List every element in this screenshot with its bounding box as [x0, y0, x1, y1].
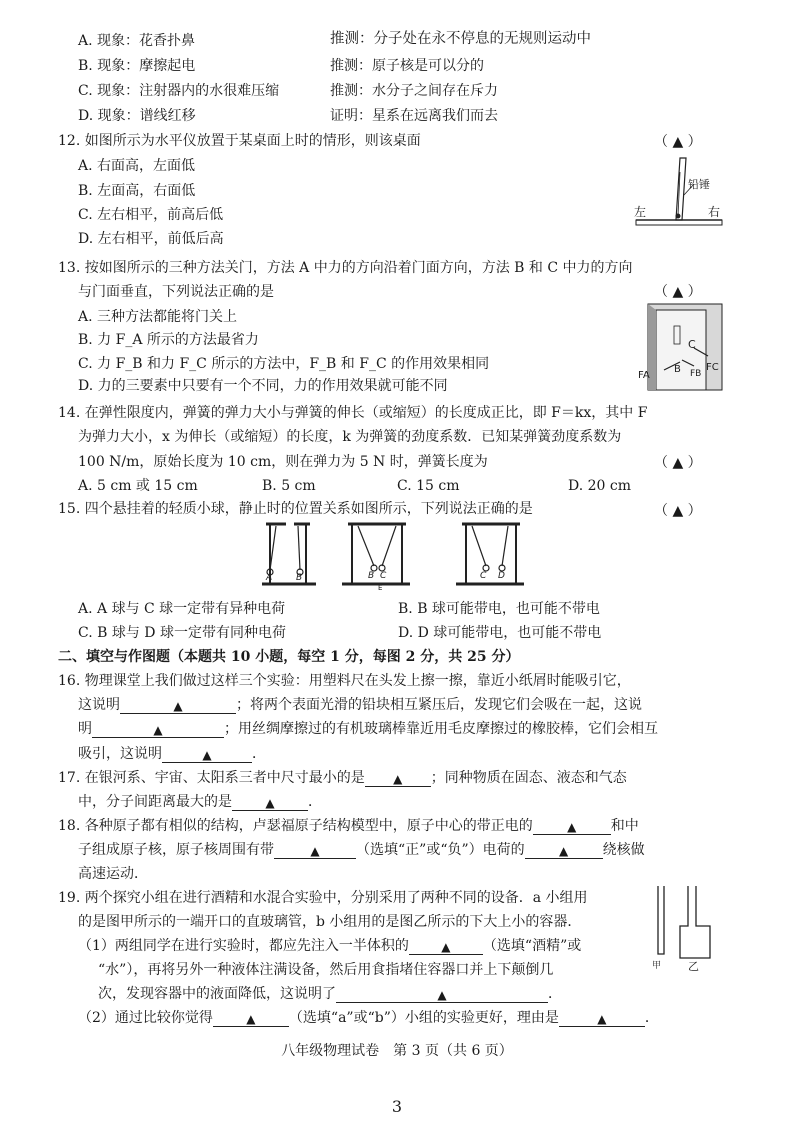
q13-option-d: D. 力的三要素中只要有一个不同，力的作用效果就可能不同 [78, 378, 448, 394]
q15-option-a: A. A 球与 C 球一定带有异种电荷 [78, 601, 286, 617]
fig-label-d: D [498, 571, 505, 581]
q16-line4-text-b: ． [252, 746, 266, 762]
q13-stem-line2: 与门面垂直，下列说法正确的是 [78, 284, 274, 300]
fig-label-b2: B [368, 571, 375, 581]
q12-option-a: A. 右面高，左面低 [78, 158, 196, 174]
q18-blank-1[interactable] [533, 818, 611, 835]
q15-answer-mark: （ ▲ ） [654, 503, 702, 519]
answer-triangle: ▲ [153, 723, 163, 737]
q13-option-c: C. 力 F_B 和力 F_C 所示的方法中，F_B 和 F_C 的作用效果相同 [78, 356, 490, 372]
fig-label-right: 右 [708, 205, 721, 219]
q16-blank-3[interactable] [162, 746, 252, 763]
q11-option-b-left: B. 现象：摩擦起电 [78, 58, 196, 74]
q19-line1: 19. 两个探究小组在进行酒精和水混合实验中，分别采用了两种不同的设备．a 小组用 [58, 890, 588, 906]
fig-label-b: B [674, 364, 681, 375]
q11-option-c-right: 推测：水分子之间存在斥力 [330, 83, 498, 99]
q14-option-c: C. 15 cm [397, 478, 460, 494]
q14-option-b: B. 5 cm [262, 478, 316, 494]
q16-line4-text-a: 吸引，这说明 [78, 746, 162, 762]
q13-stem-line1: 13. 按如图所示的三种方法关门，方法 A 中力的方向沿着门面方向，方法 B 和 C 中力的方向 [58, 260, 633, 276]
q16-line3-text-b: ；用丝绸摩擦过的有机玻璃棒靠近用毛皮摩擦过的橡胶棒，它们会相互 [224, 721, 658, 737]
q13-answer-mark: （ ▲ ） [654, 284, 702, 300]
level-instrument-figure [628, 150, 728, 232]
q17-line2 [78, 793, 322, 811]
q19-part1-text-a: （1）两组同学在进行实验时，都应先注入一半体积的 [78, 938, 409, 954]
fig-label-yi: 乙 [688, 960, 699, 972]
answer-triangle: ▲ [310, 844, 320, 858]
q19-part2-text-b: （选填“a”或“b”）小组的实验更好，理由是 [288, 1010, 559, 1026]
q19-part2-text-c: ． [644, 1010, 659, 1026]
q18-line2-text-c: 绕核做 [602, 842, 645, 858]
q15-stem: 15. 四个悬挂着的轻质小球，静止时的位置关系如图所示，下列说法正确的是 [58, 501, 533, 517]
door-force-figure [634, 300, 730, 396]
q15-option-b: B. B 球可能带电，也可能不带电 [398, 601, 600, 617]
fig-label-b1: B [296, 573, 303, 583]
q19-part1-text-e: ． [548, 986, 562, 1002]
q14-stem-line1: 14. 在弹性限度内，弹簧的弹力大小与弹簧的伸长（或缩短）的长度成正比，即 F＝kx，其中 F [58, 405, 648, 421]
q16-line3 [78, 720, 658, 738]
q16-line2-text-b: ；将两个表面光滑的铅块相互紧压后，发现它们会吸在一起，这说 [236, 697, 642, 713]
q19-part1-line1 [78, 937, 581, 955]
q14-answer-mark: （ ▲ ） [654, 455, 702, 471]
q13-option-a: A. 三种方法都能将门关上 [78, 309, 238, 325]
q11-option-b-right: 推测：原子核是可以分的 [330, 58, 484, 74]
q14-stem-line2: 为弹力大小，x 为伸长（或缩短）的长度，k 为弹簧的劲度系数．已知某弹簧劲度系数为 [78, 429, 622, 445]
q12-option-d: D. 左右相平，前低后高 [78, 231, 224, 247]
q19-blank-1[interactable] [409, 938, 483, 955]
fig-label-weight: 铅锤 [688, 178, 710, 191]
q19-part1-text-b: （选填“酒精”或 [482, 938, 582, 954]
answer-triangle: ▲ [393, 772, 403, 786]
fig-label-fc: FC [706, 362, 719, 373]
q11-option-c-left: C. 现象：注射器内的水很难压缩 [78, 83, 280, 99]
q11-option-a-right: 推测：分子处在永不停息的无规则运动中 [330, 31, 591, 47]
q11-option-a-left: A. 现象：花香扑鼻 [78, 33, 196, 49]
q19-part2-line [78, 1009, 659, 1027]
q19-part1-line2: “水”），再将另外一种液体注满设备，然后用食指堵住容器口并上下颠倒几 [98, 962, 554, 978]
q18-line2-text-a: 子组成原子核，原子核周围有带 [78, 842, 274, 858]
q16-line2 [78, 696, 642, 714]
q13-option-b: B. 力 F_A 所示的方法最省力 [78, 332, 259, 348]
fig-label-fb: FB [690, 369, 702, 379]
q19-blank-4[interactable] [559, 1010, 645, 1027]
q16-line3-text-a: 明 [78, 721, 92, 737]
q12-stem: 12. 如图所示为水平仪放置于某桌面上时的情形，则该桌面 [58, 133, 421, 149]
q18-blank-3[interactable] [525, 842, 603, 859]
q17-blank-2[interactable] [232, 794, 308, 811]
q19-part1-line3 [98, 985, 562, 1003]
q19-part2-text-a: （2）通过比较你觉得 [78, 1010, 213, 1026]
q18-line3: 高速运动． [78, 866, 148, 882]
fig-label-c: C [688, 338, 696, 351]
q17-line1-text-a: 17. 在银河系、宇宙、太阳系三者中尺寸最小的是 [58, 770, 365, 786]
q18-line1 [58, 817, 639, 835]
q12-option-c: C. 左右相平，前高后低 [78, 207, 224, 223]
fig-label-c1: C [380, 571, 387, 581]
q14-stem-line3: 100 N/m，原始长度为 10 cm，则在弹力为 5 N 时，弹簧长度为 [78, 454, 488, 470]
q15-option-c: C. B 球与 D 球一定带有同种电荷 [78, 625, 286, 641]
q14-option-a: A. 5 cm 或 15 cm [78, 478, 198, 494]
q14-option-d: D. 20 cm [568, 478, 632, 494]
answer-triangle: ▲ [173, 699, 183, 713]
q17-line1-text-b: ；同种物质在固态、液态和气态 [430, 770, 627, 786]
q12-option-b: B. 左面高，右面低 [78, 183, 196, 199]
q16-line1: 16. 物理课堂上我们做过这样三个实验：用塑料尺在头发上擦一擦，靠近小纸屑时能吸引它， [58, 673, 631, 689]
answer-triangle: ▲ [246, 1012, 256, 1026]
q18-line2 [78, 841, 645, 859]
fig-label-a: A [266, 573, 273, 583]
q17-line1 [58, 769, 627, 787]
fig-label-c2: C [480, 571, 487, 581]
fig-label-e: E [378, 584, 383, 590]
answer-triangle: ▲ [437, 988, 447, 1002]
page-footer: 八年级物理试卷 第 3 页（共 6 页） [281, 1043, 513, 1059]
fig-label-left: 左 [634, 205, 647, 219]
answer-triangle: ▲ [202, 748, 212, 762]
answer-triangle: ▲ [567, 820, 577, 834]
q16-line2-text-a: 这说明 [78, 697, 120, 713]
fig-label-jia: 甲 [652, 961, 662, 971]
q19-blank-3[interactable] [213, 1010, 289, 1027]
q18-blank-2[interactable] [274, 842, 356, 859]
charged-balls-figure [250, 520, 550, 590]
q11-option-d-left: D. 现象：谱线红移 [78, 108, 196, 124]
q16-blank-1[interactable] [120, 697, 236, 714]
page-number: 3 [391, 1097, 403, 1116]
q16-line4 [78, 745, 266, 763]
q19-blank-2[interactable] [336, 986, 548, 1003]
q18-line1-text-b: 和中 [610, 818, 639, 834]
glass-tube-figure [648, 880, 724, 972]
q16-blank-2[interactable] [92, 721, 224, 738]
section-2-heading: 二、填空与作图题（本题共 10 小题，每空 1 分，每图 2 分，共 25 分） [58, 649, 520, 665]
q18-line1-text-a: 18. 各种原子都有相似的结构，卢瑟福原子结构模型中，原子中心的带正电的 [58, 818, 533, 834]
q17-blank-1[interactable] [365, 770, 431, 787]
answer-triangle: ▲ [559, 844, 569, 858]
q11-option-d-right: 证明：星系在远离我们而去 [330, 108, 498, 124]
q19-line2: 的是图甲所示的一端开口的直玻璃管，b 小组用的是图乙所示的下大上小的容器． [78, 914, 582, 930]
q17-line2-text-b: ． [308, 794, 322, 810]
answer-triangle: ▲ [597, 1012, 607, 1026]
q18-line2-text-b: （选填“正”或“负”）电荷的 [356, 842, 525, 858]
q12-answer-mark: （ ▲ ） [654, 134, 702, 150]
q19-part1-text-d: 次，发现容器中的液面降低，这说明了 [98, 986, 336, 1002]
answer-triangle: ▲ [441, 940, 451, 954]
q17-line2-text-a: 中，分子间距离最大的是 [78, 794, 232, 810]
q15-option-d: D. D 球可能带电，也可能不带电 [398, 625, 602, 641]
answer-triangle: ▲ [265, 796, 275, 810]
fig-label-fa: FA [638, 370, 650, 381]
